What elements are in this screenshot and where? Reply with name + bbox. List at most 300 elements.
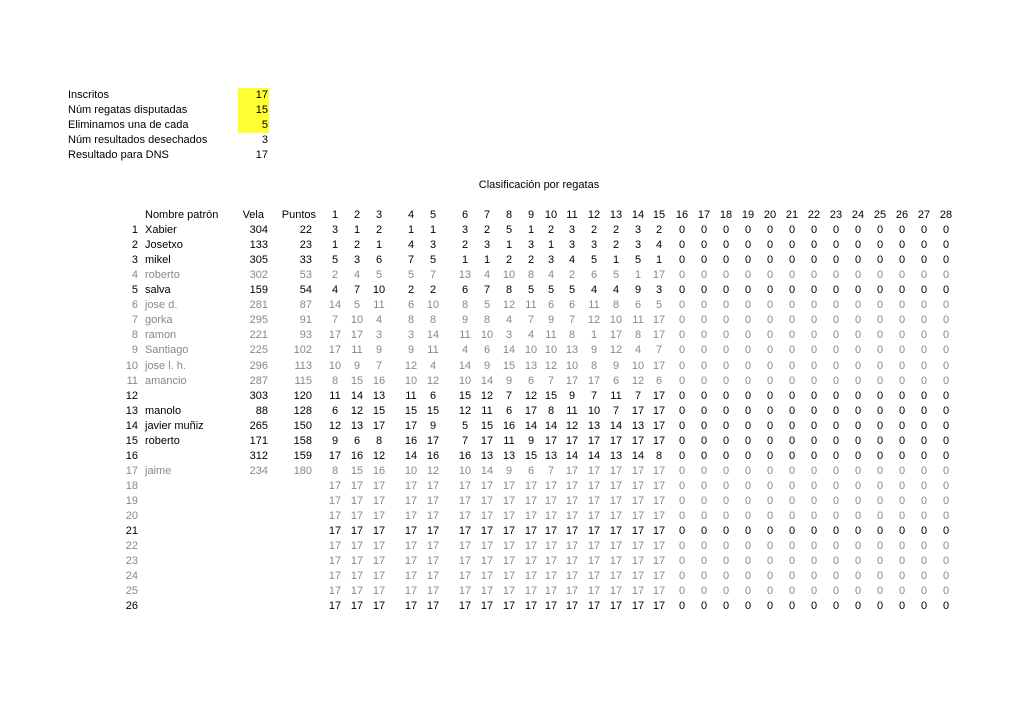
row-position: 17	[125, 464, 138, 477]
race-result: 12	[404, 359, 418, 372]
race-result: 17	[328, 585, 342, 598]
race-result: 0	[854, 299, 862, 312]
race-result: 0	[700, 299, 708, 312]
race-result: 17	[652, 404, 666, 417]
race-result: 17	[502, 510, 516, 522]
race-result: 17	[372, 585, 386, 598]
race-result: 0	[898, 449, 906, 462]
row-position: 1	[131, 224, 138, 237]
race-result: 14	[631, 449, 645, 462]
summary-block	[68, 88, 269, 163]
race-result: 14	[609, 419, 623, 432]
race-result: 0	[920, 585, 928, 598]
race-result: 17	[652, 585, 666, 598]
race-result: 0	[722, 600, 730, 613]
race-result: 0	[898, 434, 906, 447]
race-result: 0	[810, 254, 818, 267]
race-result: 5	[568, 284, 576, 297]
summary-label: Resultado para DNS	[68, 149, 169, 161]
race-result: 4	[568, 254, 576, 267]
row-position: 9	[131, 344, 138, 357]
race-result: 0	[898, 464, 906, 477]
race-result: 0	[898, 254, 906, 267]
race-result: 12	[426, 374, 440, 387]
race-result: 7	[483, 284, 491, 297]
race-result: 12	[350, 404, 364, 417]
race-result: 0	[766, 449, 774, 462]
race-result: 17	[328, 525, 342, 538]
race-result: 0	[788, 540, 796, 553]
race-result: 17	[350, 540, 364, 553]
race-result: 2	[547, 224, 555, 237]
race-result: 4	[655, 239, 663, 252]
race-result: 0	[832, 374, 840, 387]
race-result: 14	[480, 374, 494, 387]
race-result: 10	[458, 464, 472, 477]
race-result: 0	[876, 314, 884, 327]
race-result: 15	[524, 449, 538, 462]
race-result: 0	[810, 525, 818, 538]
race-result: 17	[404, 525, 418, 538]
race-result: 13	[458, 269, 472, 282]
race-result: 17	[631, 600, 645, 613]
race-result: 17	[328, 329, 342, 342]
race-result: 17	[587, 570, 601, 583]
row-sail: 88	[255, 404, 268, 417]
race-result: 17	[328, 344, 342, 357]
race-result: 17	[544, 585, 558, 598]
race-result: 0	[898, 479, 906, 492]
race-result: 16	[404, 434, 418, 447]
header-race: 21	[785, 209, 799, 221]
race-result: 0	[766, 434, 774, 447]
race-result: 17	[404, 600, 418, 613]
race-result: 0	[788, 374, 796, 387]
race-result: 0	[700, 525, 708, 538]
race-result: 2	[612, 224, 620, 237]
header-race: 7	[483, 209, 491, 221]
race-result: 0	[898, 404, 906, 417]
race-result: 0	[942, 299, 950, 312]
race-result: 0	[788, 585, 796, 598]
row-name: Josetxo	[145, 239, 183, 252]
summary-value: 5	[238, 118, 269, 133]
summary-label: Inscritos	[68, 89, 109, 101]
race-result: 0	[876, 239, 884, 252]
race-result: 0	[722, 479, 730, 492]
race-result: 17	[328, 494, 342, 507]
race-result: 6	[634, 299, 642, 312]
row-position: 18	[125, 479, 138, 492]
race-result: 17	[652, 570, 666, 583]
race-result: 17	[652, 479, 666, 492]
race-result: 0	[788, 434, 796, 447]
race-result: 0	[722, 540, 730, 553]
race-result: 0	[722, 570, 730, 583]
race-result: 3	[461, 224, 469, 237]
row-position: 16	[125, 449, 138, 462]
row-points: 102	[293, 344, 312, 357]
race-result: 5	[375, 269, 383, 282]
row-sail: 221	[249, 329, 268, 342]
race-result: 0	[876, 464, 884, 477]
race-result: 0	[920, 269, 928, 282]
race-result: 5	[590, 254, 598, 267]
race-result: 17	[480, 494, 494, 507]
race-result: 17	[609, 525, 623, 538]
race-result: 0	[942, 224, 950, 237]
race-result: 13	[350, 419, 364, 432]
race-result: 0	[832, 540, 840, 553]
race-result: 0	[700, 479, 708, 492]
race-result: 5	[483, 299, 491, 312]
race-result: 7	[505, 389, 513, 402]
race-result: 17	[372, 419, 386, 432]
race-result: 0	[744, 359, 752, 372]
race-result: 17	[587, 494, 601, 507]
race-result: 0	[810, 510, 818, 522]
race-result: 17	[587, 540, 601, 553]
race-result: 9	[590, 344, 598, 357]
race-result: 0	[876, 389, 884, 402]
race-result: 0	[722, 239, 730, 252]
race-result: 0	[678, 404, 686, 417]
race-result: 0	[832, 479, 840, 492]
race-result: 0	[744, 299, 752, 312]
header-race: 28	[939, 209, 953, 221]
race-result: 17	[350, 494, 364, 507]
race-result: 0	[744, 224, 752, 237]
race-result: 0	[942, 344, 950, 357]
race-result: 0	[744, 389, 752, 402]
race-result: 0	[678, 510, 686, 522]
race-result: 0	[920, 284, 928, 297]
race-result: 17	[544, 510, 558, 522]
race-result: 0	[788, 344, 796, 357]
summary-row	[68, 148, 269, 163]
race-result: 0	[722, 555, 730, 568]
race-result: 17	[372, 570, 386, 583]
race-result: 17	[372, 510, 386, 522]
race-result: 0	[810, 464, 818, 477]
race-result: 7	[527, 314, 535, 327]
row-points: 120	[293, 389, 312, 402]
race-result: 0	[700, 239, 708, 252]
race-result: 0	[832, 464, 840, 477]
race-result: 0	[854, 224, 862, 237]
race-result: 0	[678, 419, 686, 432]
race-result: 0	[766, 269, 774, 282]
race-result: 0	[942, 479, 950, 492]
race-result: 14	[458, 359, 472, 372]
race-result: 17	[652, 600, 666, 613]
race-result: 0	[678, 434, 686, 447]
race-result: 0	[942, 329, 950, 342]
race-result: 0	[700, 314, 708, 327]
race-result: 17	[609, 434, 623, 447]
race-result: 0	[832, 525, 840, 538]
row-position: 7	[131, 314, 138, 327]
race-result: 17	[544, 494, 558, 507]
summary-row	[68, 88, 269, 103]
race-result: 0	[722, 585, 730, 598]
race-result: 0	[678, 344, 686, 357]
race-result: 17	[565, 494, 579, 507]
race-result: 17	[631, 494, 645, 507]
race-result: 17	[587, 464, 601, 477]
race-result: 6	[505, 404, 513, 417]
row-position: 4	[131, 269, 138, 282]
race-result: 10	[328, 359, 342, 372]
race-result: 17	[350, 525, 364, 538]
row-sail: 287	[249, 374, 268, 387]
race-result: 0	[722, 254, 730, 267]
race-result: 0	[766, 585, 774, 598]
race-result: 11	[459, 329, 471, 342]
race-result: 7	[353, 284, 361, 297]
row-points: 180	[293, 464, 312, 477]
race-result: 2	[407, 284, 415, 297]
race-result: 0	[832, 299, 840, 312]
race-result: 17	[652, 389, 666, 402]
race-result: 17	[609, 464, 623, 477]
race-result: 1	[547, 239, 555, 252]
race-result: 0	[766, 494, 774, 507]
summary-row	[68, 118, 269, 133]
race-result: 17	[587, 510, 601, 522]
row-position: 13	[125, 404, 138, 417]
race-result: 17	[372, 479, 386, 492]
race-result: 17	[524, 585, 538, 598]
row-position: 12	[125, 389, 138, 402]
race-result: 0	[876, 449, 884, 462]
race-result: 0	[854, 389, 862, 402]
race-result: 1	[590, 329, 598, 342]
race-result: 17	[544, 600, 558, 613]
race-result: 1	[407, 224, 415, 237]
race-result: 0	[744, 510, 752, 522]
race-result: 15	[350, 374, 364, 387]
race-result: 9	[527, 434, 535, 447]
race-result: 0	[920, 434, 928, 447]
race-result: 17	[426, 540, 440, 553]
race-result: 17	[458, 540, 472, 553]
race-result: 0	[876, 419, 884, 432]
race-result: 0	[788, 555, 796, 568]
race-result: 0	[722, 284, 730, 297]
race-result: 9	[375, 344, 383, 357]
header-race: 15	[652, 209, 666, 221]
race-result: 17	[426, 510, 440, 522]
race-result: 0	[810, 570, 818, 583]
race-result: 0	[700, 570, 708, 583]
row-sail: 295	[249, 314, 268, 327]
race-result: 0	[920, 494, 928, 507]
race-result: 6	[429, 389, 437, 402]
race-result: 17	[565, 510, 579, 522]
race-result: 10	[631, 359, 645, 372]
race-result: 0	[876, 284, 884, 297]
race-result: 0	[898, 239, 906, 252]
race-result: 13	[502, 449, 516, 462]
row-position: 24	[125, 570, 138, 583]
race-result: 0	[920, 525, 928, 538]
race-result: 0	[832, 389, 840, 402]
race-result: 0	[810, 419, 818, 432]
race-result: 2	[375, 224, 383, 237]
race-result: 4	[429, 359, 437, 372]
race-result: 0	[700, 585, 708, 598]
race-result: 0	[942, 570, 950, 583]
race-result: 17	[372, 525, 386, 538]
race-result: 17	[652, 525, 666, 538]
race-result: 6	[547, 299, 555, 312]
race-result: 0	[700, 359, 708, 372]
race-result: 17	[350, 555, 364, 568]
race-result: 2	[483, 224, 491, 237]
race-result: 2	[353, 239, 361, 252]
race-result: 17	[524, 555, 538, 568]
race-result: 8	[483, 314, 491, 327]
race-result: 0	[920, 540, 928, 553]
race-result: 0	[700, 419, 708, 432]
race-result: 10	[609, 314, 623, 327]
race-result: 5	[407, 269, 415, 282]
race-result: 1	[655, 254, 663, 267]
race-result: 0	[898, 510, 906, 522]
race-result: 5	[634, 254, 642, 267]
race-result: 8	[590, 359, 598, 372]
race-result: 10	[404, 374, 418, 387]
race-result: 0	[942, 555, 950, 568]
race-result: 0	[766, 389, 774, 402]
race-result: 17	[328, 570, 342, 583]
race-result: 0	[744, 344, 752, 357]
race-result: 0	[942, 254, 950, 267]
row-position: 3	[131, 254, 138, 267]
race-result: 0	[832, 494, 840, 507]
race-result: 8	[331, 374, 339, 387]
race-result: 6	[527, 464, 535, 477]
race-result: 0	[854, 239, 862, 252]
race-result: 17	[328, 600, 342, 613]
race-result: 0	[678, 479, 686, 492]
race-result: 8	[634, 329, 642, 342]
row-sail: 171	[249, 434, 268, 447]
header-race: 18	[719, 209, 733, 221]
race-result: 17	[372, 540, 386, 553]
race-result: 0	[810, 224, 818, 237]
race-result: 4	[331, 284, 339, 297]
race-result: 0	[854, 404, 862, 417]
row-position: 15	[125, 434, 138, 447]
race-result: 3	[590, 239, 598, 252]
race-result: 0	[744, 329, 752, 342]
race-result: 0	[788, 269, 796, 282]
race-result: 0	[788, 299, 796, 312]
race-result: 0	[854, 570, 862, 583]
race-result: 0	[744, 239, 752, 252]
race-result: 0	[810, 434, 818, 447]
row-points: 128	[293, 404, 312, 417]
race-result: 8	[331, 464, 339, 477]
race-result: 17	[328, 540, 342, 553]
race-result: 17	[544, 525, 558, 538]
race-result: 11	[632, 314, 644, 327]
row-points: 150	[293, 419, 312, 432]
race-result: 17	[458, 555, 472, 568]
race-result: 0	[722, 419, 730, 432]
header-race: 25	[873, 209, 887, 221]
row-points: 33	[299, 254, 312, 267]
race-result: 0	[722, 299, 730, 312]
race-result: 0	[854, 359, 862, 372]
race-result: 0	[920, 239, 928, 252]
race-result: 14	[502, 344, 516, 357]
row-name: jose l. h.	[145, 359, 186, 372]
race-result: 9	[461, 314, 469, 327]
race-result: 0	[920, 299, 928, 312]
header-sail: Vela	[242, 209, 264, 221]
race-result: 0	[898, 494, 906, 507]
race-result: 7	[547, 374, 555, 387]
race-result: 0	[854, 494, 862, 507]
race-result: 0	[788, 404, 796, 417]
race-result: 0	[876, 525, 884, 538]
race-result: 0	[920, 570, 928, 583]
race-result: 17	[426, 585, 440, 598]
race-result: 17	[480, 434, 494, 447]
race-result: 0	[678, 359, 686, 372]
race-result: 0	[678, 254, 686, 267]
race-result: 0	[898, 299, 906, 312]
race-result: 17	[544, 570, 558, 583]
race-result: 0	[942, 284, 950, 297]
race-result: 0	[788, 479, 796, 492]
race-result: 0	[766, 359, 774, 372]
race-result: 17	[652, 434, 666, 447]
race-result: 0	[898, 224, 906, 237]
race-result: 0	[678, 600, 686, 613]
race-result: 12	[372, 449, 386, 462]
race-result: 17	[426, 600, 440, 613]
race-result: 12	[544, 359, 558, 372]
race-result: 12	[458, 404, 472, 417]
race-result: 0	[810, 269, 818, 282]
race-result: 9	[612, 359, 620, 372]
race-result: 17	[565, 600, 579, 613]
race-result: 4	[590, 284, 598, 297]
race-result: 10	[404, 464, 418, 477]
race-result: 0	[920, 374, 928, 387]
race-result: 17	[502, 479, 516, 492]
race-result: 0	[744, 479, 752, 492]
race-result: 5	[655, 299, 663, 312]
race-result: 17	[609, 494, 623, 507]
race-result: 17	[524, 404, 538, 417]
race-result: 0	[876, 540, 884, 553]
race-result: 0	[942, 600, 950, 613]
race-result: 0	[744, 374, 752, 387]
race-result: 0	[942, 434, 950, 447]
row-sail: 302	[249, 269, 268, 282]
race-result: 17	[458, 479, 472, 492]
race-result: 7	[461, 434, 469, 447]
race-result: 1	[331, 239, 339, 252]
race-result: 3	[527, 239, 535, 252]
race-result: 0	[766, 254, 774, 267]
race-result: 0	[832, 585, 840, 598]
